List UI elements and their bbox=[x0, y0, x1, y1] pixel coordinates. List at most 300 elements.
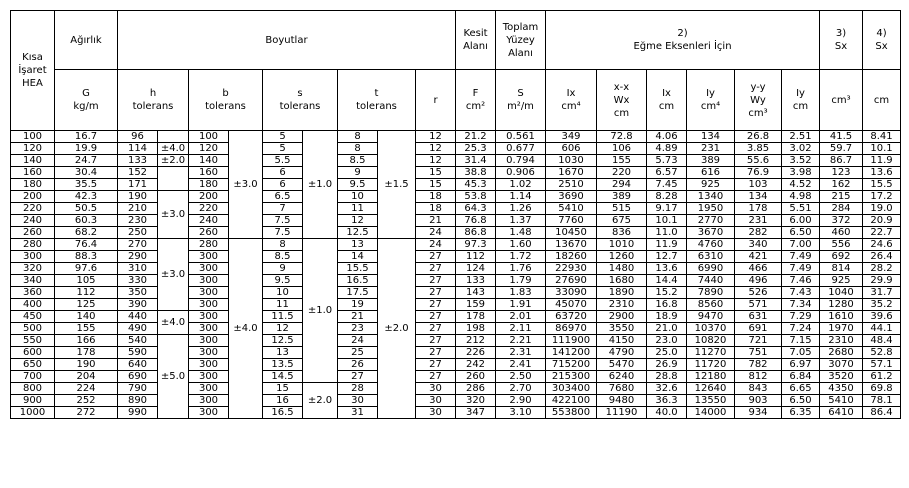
cell-surface: 0.561 bbox=[496, 131, 546, 143]
cell-area: 242 bbox=[456, 359, 496, 371]
cell-iy-inertia: 12180 bbox=[687, 371, 735, 383]
cell-weight: 35.5 bbox=[55, 179, 118, 191]
cell-wy: 843 bbox=[735, 383, 782, 395]
cell-designation: 180 bbox=[11, 179, 55, 191]
cell-designation: 220 bbox=[11, 203, 55, 215]
cell-b: 300 bbox=[189, 263, 229, 275]
cell-b: 240 bbox=[189, 215, 229, 227]
cell-designation: 320 bbox=[11, 263, 55, 275]
cell-designation: 140 bbox=[11, 155, 55, 167]
cell-ix-inertia: 422100 bbox=[546, 395, 597, 407]
cell-r: 12 bbox=[416, 143, 456, 155]
table-row bbox=[11, 143, 901, 155]
cell-ix-radius: 28.8 bbox=[647, 371, 687, 383]
cell-sx4: 19.0 bbox=[863, 203, 901, 215]
cell-surface: 2.21 bbox=[496, 335, 546, 347]
cell-r: 27 bbox=[416, 371, 456, 383]
cell-wx: 515 bbox=[597, 203, 647, 215]
header-surface-sym: S bbox=[517, 88, 524, 99]
cell-area: 178 bbox=[456, 311, 496, 323]
header-iy-radius bbox=[782, 70, 820, 131]
cell-ix-inertia: 303400 bbox=[546, 383, 597, 395]
cell-iy-inertia: 10370 bbox=[687, 323, 735, 335]
header-h-tol: tolerans bbox=[132, 101, 174, 112]
cell-weight: 204 bbox=[55, 371, 118, 383]
cell-ix-radius: 12.7 bbox=[647, 251, 687, 263]
cell-weight: 125 bbox=[55, 299, 118, 311]
cell-ix-inertia: 45070 bbox=[546, 299, 597, 311]
cell-ix-inertia: 18260 bbox=[546, 251, 597, 263]
cell-sx3: 1280 bbox=[820, 299, 863, 311]
cell-sx4: 29.9 bbox=[863, 275, 901, 287]
header-iy-inertia bbox=[687, 70, 735, 131]
cell-designation: 160 bbox=[11, 167, 55, 179]
cell-sx4: 15.5 bbox=[863, 179, 901, 191]
cell-b: 300 bbox=[189, 347, 229, 359]
cell-ix-radius: 5.73 bbox=[647, 155, 687, 167]
cell-wy: 421 bbox=[735, 251, 782, 263]
cell-t: 8.5 bbox=[338, 155, 378, 167]
cell-iy-radius: 7.24 bbox=[782, 323, 820, 335]
cell-area: 159 bbox=[456, 299, 496, 311]
header-f bbox=[456, 70, 496, 131]
cell-b: 300 bbox=[189, 407, 229, 419]
cell-designation: 240 bbox=[11, 215, 55, 227]
cell-area: 212 bbox=[456, 335, 496, 347]
cell-iy-radius: 5.51 bbox=[782, 203, 820, 215]
cell-t: 8 bbox=[338, 131, 378, 143]
s-tolerance: ±1.0 bbox=[303, 239, 338, 383]
cell-designation: 700 bbox=[11, 371, 55, 383]
cell-h: 440 bbox=[118, 311, 158, 323]
cell-wx: 1260 bbox=[597, 251, 647, 263]
table-row bbox=[11, 155, 901, 167]
table-row bbox=[11, 383, 901, 395]
cell-iy-radius: 6.00 bbox=[782, 215, 820, 227]
cell-weight: 24.7 bbox=[55, 155, 118, 167]
cell-ix-radius: 14.4 bbox=[647, 275, 687, 287]
h-tolerance: ±3.0 bbox=[158, 191, 189, 239]
cell-iy-radius: 6.50 bbox=[782, 227, 820, 239]
cell-wy: 751 bbox=[735, 347, 782, 359]
cell-designation: 300 bbox=[11, 251, 55, 263]
cell-sx4: 26.4 bbox=[863, 251, 901, 263]
cell-ix-radius: 16.8 bbox=[647, 299, 687, 311]
table-row bbox=[11, 371, 901, 383]
cell-h: 114 bbox=[118, 143, 158, 155]
cell-ix-inertia: 2510 bbox=[546, 179, 597, 191]
header-ix-radius-sym: Ix bbox=[662, 88, 671, 99]
header-wx-sym: Wx bbox=[613, 94, 630, 106]
cell-r: 15 bbox=[416, 167, 456, 179]
cell-s: 11.5 bbox=[263, 311, 303, 323]
cell-designation: 450 bbox=[11, 311, 55, 323]
header-agirlik: Ağırlık bbox=[55, 11, 118, 70]
cell-area: 124 bbox=[456, 263, 496, 275]
cell-wy: 934 bbox=[735, 407, 782, 419]
cell-iy-inertia: 13550 bbox=[687, 395, 735, 407]
cell-iy-inertia: 6990 bbox=[687, 263, 735, 275]
b-tolerance: ±4.0 bbox=[229, 239, 263, 419]
cell-iy-radius: 7.43 bbox=[782, 287, 820, 299]
cell-h: 152 bbox=[118, 167, 158, 179]
cell-wy: 231 bbox=[735, 215, 782, 227]
cell-designation: 900 bbox=[11, 395, 55, 407]
cell-wx: 675 bbox=[597, 215, 647, 227]
cell-h: 133 bbox=[118, 155, 158, 167]
table-row bbox=[11, 335, 901, 347]
cell-surface: 1.02 bbox=[496, 179, 546, 191]
h-tolerance: ±5.0 bbox=[158, 335, 189, 419]
header-b-sym: b bbox=[222, 88, 229, 99]
header-sx3 bbox=[820, 11, 863, 70]
cell-weight: 68.2 bbox=[55, 227, 118, 239]
cell-area: 260 bbox=[456, 371, 496, 383]
cell-area: 86.8 bbox=[456, 227, 496, 239]
cell-designation: 340 bbox=[11, 275, 55, 287]
table-row bbox=[11, 131, 901, 143]
h-tolerance-empty bbox=[158, 131, 189, 143]
cell-iy-inertia: 389 bbox=[687, 155, 735, 167]
cell-sx3: 123 bbox=[820, 167, 863, 179]
cell-sx4: 69.8 bbox=[863, 383, 901, 395]
header-wy-sym: Wy bbox=[750, 94, 766, 106]
cell-sx3: 2310 bbox=[820, 335, 863, 347]
cell-area: 25.3 bbox=[456, 143, 496, 155]
header-b-tol: tolerans bbox=[205, 101, 246, 112]
cell-area: 45.3 bbox=[456, 179, 496, 191]
header-toplam-line2: Yüzey bbox=[506, 34, 535, 46]
header-iy-inertia-sym: Iy bbox=[706, 88, 715, 99]
cell-sx4: 11.9 bbox=[863, 155, 901, 167]
cell-t: 9 bbox=[338, 167, 378, 179]
cell-weight: 19.9 bbox=[55, 143, 118, 155]
cell-designation: 200 bbox=[11, 191, 55, 203]
cell-s: 12 bbox=[263, 323, 303, 335]
cell-s: 11 bbox=[263, 299, 303, 311]
t-tolerance: ±2.0 bbox=[378, 239, 416, 419]
table-row bbox=[11, 191, 901, 203]
cell-r: 30 bbox=[416, 407, 456, 419]
cell-surface: 2.11 bbox=[496, 323, 546, 335]
cell-iy-radius: 3.02 bbox=[782, 143, 820, 155]
cell-ix-radius: 11.9 bbox=[647, 239, 687, 251]
cell-iy-inertia: 134 bbox=[687, 131, 735, 143]
s-tolerance: ±1.0 bbox=[303, 131, 338, 239]
cell-wx: 7680 bbox=[597, 383, 647, 395]
header-b bbox=[189, 70, 263, 131]
cell-ix-radius: 4.06 bbox=[647, 131, 687, 143]
cell-t: 8 bbox=[338, 143, 378, 155]
cell-sx3: 5410 bbox=[820, 395, 863, 407]
t-tolerance: ±1.5 bbox=[378, 131, 416, 239]
cell-b: 300 bbox=[189, 359, 229, 371]
cell-ix-radius: 7.45 bbox=[647, 179, 687, 191]
cell-ix-inertia: 715200 bbox=[546, 359, 597, 371]
cell-s: 16 bbox=[263, 395, 303, 407]
cell-wx: 11190 bbox=[597, 407, 647, 419]
cell-weight: 16.7 bbox=[55, 131, 118, 143]
cell-sx4: 61.2 bbox=[863, 371, 901, 383]
cell-iy-radius: 7.34 bbox=[782, 299, 820, 311]
cell-area: 76.8 bbox=[456, 215, 496, 227]
cell-ix-radius: 18.9 bbox=[647, 311, 687, 323]
cell-surface: 2.31 bbox=[496, 347, 546, 359]
cell-sx3: 162 bbox=[820, 179, 863, 191]
cell-s: 5 bbox=[263, 131, 303, 143]
cell-ix-inertia: 22930 bbox=[546, 263, 597, 275]
cell-sx3: 925 bbox=[820, 275, 863, 287]
cell-s: 5.5 bbox=[263, 155, 303, 167]
cell-t: 21 bbox=[338, 311, 378, 323]
cell-iy-radius: 7.49 bbox=[782, 251, 820, 263]
cell-sx3: 215 bbox=[820, 191, 863, 203]
header-egme-title: Eğme Eksenleri İçin bbox=[633, 41, 732, 52]
cell-b: 180 bbox=[189, 179, 229, 191]
table-row bbox=[11, 287, 901, 299]
table-row bbox=[11, 239, 901, 251]
cell-ix-inertia: 33090 bbox=[546, 287, 597, 299]
cell-wy: 631 bbox=[735, 311, 782, 323]
cell-sx3: 1040 bbox=[820, 287, 863, 299]
header-ix-radius-unit: cm bbox=[658, 101, 675, 112]
cell-wy: 282 bbox=[735, 227, 782, 239]
cell-h: 640 bbox=[118, 359, 158, 371]
cell-wx: 1480 bbox=[597, 263, 647, 275]
cell-iy-inertia: 1950 bbox=[687, 203, 735, 215]
cell-s: 16.5 bbox=[263, 407, 303, 419]
cell-r: 21 bbox=[416, 215, 456, 227]
cell-iy-inertia: 7890 bbox=[687, 287, 735, 299]
cell-r: 27 bbox=[416, 299, 456, 311]
cell-area: 112 bbox=[456, 251, 496, 263]
cell-iy-radius: 3.98 bbox=[782, 167, 820, 179]
header-wx-axis: x-x bbox=[613, 81, 630, 93]
cell-sx3: 284 bbox=[820, 203, 863, 215]
cell-h: 190 bbox=[118, 191, 158, 203]
header-r: r bbox=[416, 70, 456, 131]
cell-surface: 1.60 bbox=[496, 239, 546, 251]
cell-sx4: 48.4 bbox=[863, 335, 901, 347]
cell-s: 10 bbox=[263, 287, 303, 299]
cell-h: 330 bbox=[118, 275, 158, 287]
cell-designation: 500 bbox=[11, 323, 55, 335]
cell-t: 31 bbox=[338, 407, 378, 419]
cell-h: 310 bbox=[118, 263, 158, 275]
cell-wx: 3550 bbox=[597, 323, 647, 335]
cell-t: 14 bbox=[338, 251, 378, 263]
cell-wx: 4790 bbox=[597, 347, 647, 359]
cell-r: 30 bbox=[416, 395, 456, 407]
header-f-sym: F bbox=[472, 88, 479, 99]
cell-area: 97.3 bbox=[456, 239, 496, 251]
header-iy-inertia-unit: cm⁴ bbox=[700, 101, 721, 112]
table-row bbox=[11, 167, 901, 179]
cell-iy-inertia: 3670 bbox=[687, 227, 735, 239]
header-ix-radius bbox=[647, 70, 687, 131]
cell-surface: 1.26 bbox=[496, 203, 546, 215]
cell-t: 27 bbox=[338, 371, 378, 383]
cell-ix-radius: 32.6 bbox=[647, 383, 687, 395]
table-row bbox=[11, 359, 901, 371]
cell-sx4: 57.1 bbox=[863, 359, 901, 371]
cell-sx3: 59.7 bbox=[820, 143, 863, 155]
cell-wx: 836 bbox=[597, 227, 647, 239]
cell-sx4: 31.7 bbox=[863, 287, 901, 299]
cell-designation: 360 bbox=[11, 287, 55, 299]
cell-b: 200 bbox=[189, 191, 229, 203]
cell-b: 300 bbox=[189, 371, 229, 383]
cell-wx: 6240 bbox=[597, 371, 647, 383]
cell-b: 300 bbox=[189, 287, 229, 299]
cell-h: 490 bbox=[118, 323, 158, 335]
cell-sx3: 460 bbox=[820, 227, 863, 239]
cell-iy-inertia: 4760 bbox=[687, 239, 735, 251]
cell-b: 120 bbox=[189, 143, 229, 155]
h-tolerance: ±3.0 bbox=[158, 239, 189, 311]
cell-wx: 2900 bbox=[597, 311, 647, 323]
cell-iy-inertia: 9470 bbox=[687, 311, 735, 323]
header-t bbox=[338, 70, 416, 131]
cell-h: 96 bbox=[118, 131, 158, 143]
cell-iy-inertia: 12640 bbox=[687, 383, 735, 395]
cell-r: 12 bbox=[416, 131, 456, 143]
cell-h: 890 bbox=[118, 395, 158, 407]
cell-weight: 190 bbox=[55, 359, 118, 371]
cell-t: 11 bbox=[338, 203, 378, 215]
cell-b: 100 bbox=[189, 131, 229, 143]
header-s bbox=[263, 70, 338, 131]
cell-r: 12 bbox=[416, 155, 456, 167]
table-row bbox=[11, 323, 901, 335]
cell-iy-inertia: 616 bbox=[687, 167, 735, 179]
header-sx3-label: Sx bbox=[834, 41, 848, 52]
cell-surface: 0.794 bbox=[496, 155, 546, 167]
cell-wx: 1680 bbox=[597, 275, 647, 287]
cell-wy: 134 bbox=[735, 191, 782, 203]
cell-iy-radius: 7.29 bbox=[782, 311, 820, 323]
cell-surface: 1.79 bbox=[496, 275, 546, 287]
cell-ix-inertia: 111900 bbox=[546, 335, 597, 347]
header-s-sym: s bbox=[297, 88, 303, 99]
cell-sx3: 372 bbox=[820, 215, 863, 227]
cell-wy: 571 bbox=[735, 299, 782, 311]
cell-iy-radius: 3.52 bbox=[782, 155, 820, 167]
cell-r: 27 bbox=[416, 251, 456, 263]
cell-b: 220 bbox=[189, 203, 229, 215]
header-surface-unit: m²/m bbox=[507, 101, 534, 112]
cell-wy: 691 bbox=[735, 323, 782, 335]
cell-ix-radius: 9.17 bbox=[647, 203, 687, 215]
header-g-unit: kg/m bbox=[73, 101, 99, 112]
cell-b: 160 bbox=[189, 167, 229, 179]
cell-t: 9.5 bbox=[338, 179, 378, 191]
cell-wy: 526 bbox=[735, 287, 782, 299]
header-ix-inertia-unit: cm⁴ bbox=[561, 101, 581, 112]
cell-s: 7 bbox=[263, 203, 303, 215]
header-h bbox=[118, 70, 189, 131]
h-tolerance: ±2.0 bbox=[158, 155, 189, 167]
header-kesit-line1: Kesit bbox=[463, 28, 488, 39]
cell-ix-inertia: 141200 bbox=[546, 347, 597, 359]
cell-iy-inertia: 10820 bbox=[687, 335, 735, 347]
header-sx4-label: Sx bbox=[875, 41, 888, 52]
cell-t: 28 bbox=[338, 383, 378, 395]
cell-ix-inertia: 1030 bbox=[546, 155, 597, 167]
cell-t: 23 bbox=[338, 323, 378, 335]
cell-s: 7.5 bbox=[263, 227, 303, 239]
cell-ix-radius: 15.2 bbox=[647, 287, 687, 299]
cell-r: 27 bbox=[416, 335, 456, 347]
cell-ix-inertia: 63720 bbox=[546, 311, 597, 323]
cell-b: 300 bbox=[189, 323, 229, 335]
cell-wx: 4150 bbox=[597, 335, 647, 347]
cell-sx3: 41.5 bbox=[820, 131, 863, 143]
cell-designation: 280 bbox=[11, 239, 55, 251]
cell-weight: 155 bbox=[55, 323, 118, 335]
cell-weight: 97.6 bbox=[55, 263, 118, 275]
cell-t: 12 bbox=[338, 215, 378, 227]
cell-area: 38.8 bbox=[456, 167, 496, 179]
cell-sx4: 52.8 bbox=[863, 347, 901, 359]
header-wy-unit: cm³ bbox=[748, 107, 768, 119]
header-kisa-line2: İşaret bbox=[18, 65, 47, 76]
header-wy bbox=[735, 70, 782, 131]
b-tolerance: ±3.0 bbox=[229, 131, 263, 239]
cell-ix-inertia: 27690 bbox=[546, 275, 597, 287]
cell-designation: 650 bbox=[11, 359, 55, 371]
header-g-sym: G bbox=[82, 88, 90, 99]
cell-ix-inertia: 215300 bbox=[546, 371, 597, 383]
cell-r: 27 bbox=[416, 275, 456, 287]
cell-surface: 1.91 bbox=[496, 299, 546, 311]
cell-r: 18 bbox=[416, 191, 456, 203]
cell-weight: 76.4 bbox=[55, 239, 118, 251]
cell-sx4: 13.6 bbox=[863, 167, 901, 179]
cell-iy-radius: 6.97 bbox=[782, 359, 820, 371]
cell-r: 24 bbox=[416, 239, 456, 251]
cell-weight: 105 bbox=[55, 275, 118, 287]
s-tolerance: ±2.0 bbox=[303, 383, 338, 419]
header-t-tol: tolerans bbox=[356, 101, 397, 112]
cell-s: 6 bbox=[263, 167, 303, 179]
header-kesit-alani bbox=[456, 11, 496, 70]
cell-ix-inertia: 349 bbox=[546, 131, 597, 143]
cell-sx4: 86.4 bbox=[863, 407, 901, 419]
cell-sx3: 692 bbox=[820, 251, 863, 263]
cell-h: 290 bbox=[118, 251, 158, 263]
cell-r: 27 bbox=[416, 347, 456, 359]
cell-b: 300 bbox=[189, 335, 229, 347]
cell-surface: 0.906 bbox=[496, 167, 546, 179]
cell-area: 133 bbox=[456, 275, 496, 287]
header-sx4 bbox=[863, 11, 901, 70]
cell-wx: 155 bbox=[597, 155, 647, 167]
h-tolerance: ±4.0 bbox=[158, 311, 189, 335]
table-row bbox=[11, 395, 901, 407]
cell-wx: 106 bbox=[597, 143, 647, 155]
cell-designation: 1000 bbox=[11, 407, 55, 419]
cell-iy-inertia: 8560 bbox=[687, 299, 735, 311]
table-row bbox=[11, 263, 901, 275]
header-kisa-line1: Kısa bbox=[22, 52, 43, 63]
cell-s: 5 bbox=[263, 143, 303, 155]
cell-iy-radius: 4.98 bbox=[782, 191, 820, 203]
cell-designation: 800 bbox=[11, 383, 55, 395]
cell-ix-radius: 23.0 bbox=[647, 335, 687, 347]
cell-sx4: 35.2 bbox=[863, 299, 901, 311]
cell-b: 300 bbox=[189, 395, 229, 407]
